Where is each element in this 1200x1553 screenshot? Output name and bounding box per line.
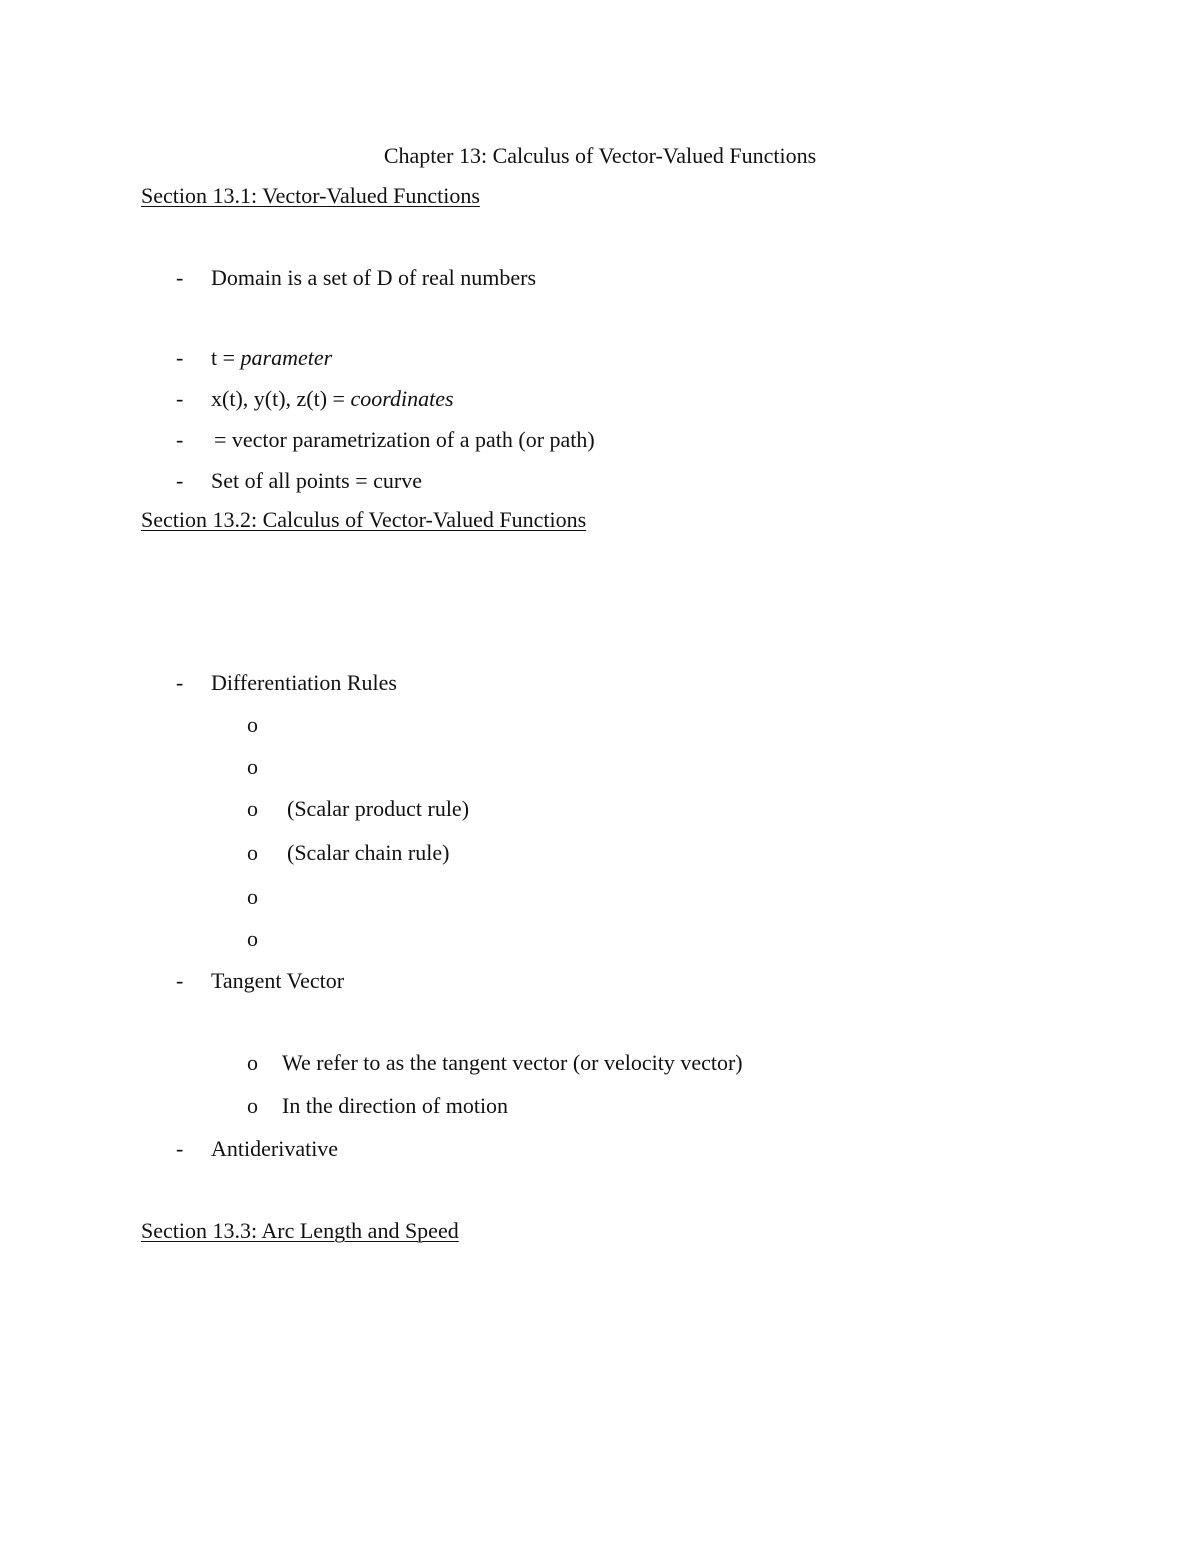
sub-bullet-circle: o <box>247 1093 258 1118</box>
chapter-title: Chapter 13: Calculus of Vector-Valued Functions <box>383 143 817 168</box>
bullet-text-plain: x(t), y(t), z(t) = <box>211 386 351 411</box>
bullet-dash: - <box>176 468 184 493</box>
bullet-dash: - <box>176 345 184 370</box>
sub-bullet-text: In the direction of motion <box>282 1093 509 1118</box>
sub-bullet-circle: o <box>247 840 258 865</box>
sub-bullet-circle: o <box>247 1050 258 1075</box>
bullet-text: = vector parametrization of a path (or path) <box>214 427 595 452</box>
section-heading-13-2: Section 13.2: Calculus of Vector-Valued Functions <box>141 507 587 532</box>
bullet-text <box>211 386 454 412</box>
bullet-text-italic: parameter <box>240 345 333 370</box>
bullet-text-italic: coordinates <box>350 386 454 411</box>
sub-bullet-text: (Scalar product rule) <box>287 796 470 821</box>
bullet-dash: - <box>176 386 184 411</box>
bullet-text: Set of all points = curve <box>211 468 422 493</box>
sub-bullet-circle: o <box>247 796 258 821</box>
bullet-text <box>211 345 332 371</box>
sub-bullet-circle: o <box>247 926 258 951</box>
bullet-text: Tangent Vector <box>211 968 345 993</box>
bullet-text: Domain is a set of D of real numbers <box>211 265 537 290</box>
bullet-dash: - <box>176 265 184 290</box>
sub-bullet-text: (Scalar chain rule) <box>287 840 450 865</box>
section-heading-13-3: Section 13.3: Arc Length and Speed <box>141 1218 459 1243</box>
bullet-dash: - <box>176 968 184 993</box>
sub-bullet-text: We refer to as the tangent vector (or velocity vector) <box>282 1050 743 1075</box>
bullet-text: Antiderivative <box>211 1136 339 1161</box>
bullet-dash: - <box>176 670 184 695</box>
sub-bullet-circle: o <box>247 712 258 737</box>
bullet-dash: - <box>176 427 184 452</box>
section-heading-13-1: Section 13.1: Vector-Valued Functions <box>141 183 480 208</box>
sub-bullet-circle: o <box>247 884 258 909</box>
bullet-text-plain: t = <box>211 345 241 370</box>
sub-bullet-circle: o <box>247 754 258 779</box>
bullet-dash: - <box>176 1136 184 1161</box>
bullet-text: Differentiation Rules <box>211 670 397 695</box>
